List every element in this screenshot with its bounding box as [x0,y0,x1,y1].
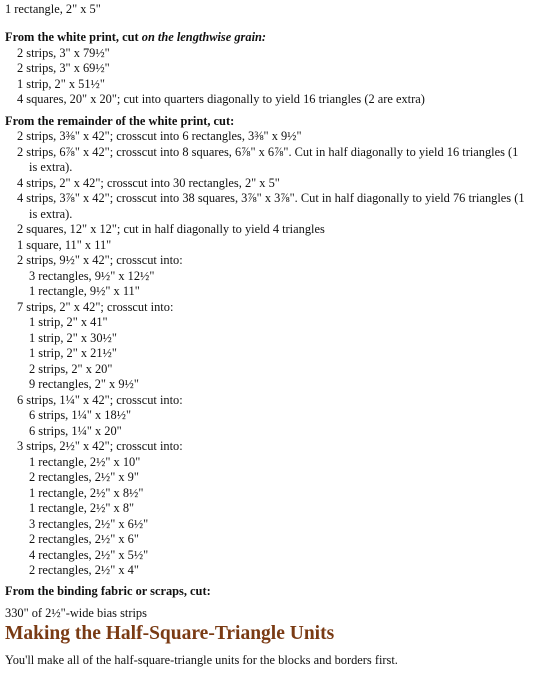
section-body: You'll make all of the half-square-triangle units for the blocks and borders first. [5,653,398,667]
sub-list-item: 3 rectangles, 9½" x 12½" [29,269,155,283]
white-heading-emphasis: on the lengthwise grain: [141,30,267,44]
list-item: 2 strips, 6⅞" x 42"; crosscut into 8 squares, 6⅞" x 6⅞". Cut in half diagonally to yield 16 triangles (1 [17,145,519,159]
binding-item: 330" of 2½"-wide bias strips [5,606,147,620]
rectangle-cut-line: 1 rectangle, 2" x 5" [5,2,101,16]
list-item: 4 squares, 20" x 20"; cut into quarters diagonally to yield 16 triangles (2 are extra) [17,92,425,106]
list-item: 3 strips, 2½" x 42"; crosscut into: [17,439,183,453]
list-item: 2 strips, 9½" x 42"; crosscut into: [17,253,183,267]
list-item: 4 strips, 2" x 42"; crosscut into 30 rectangles, 2" x 5" [17,176,280,190]
list-item-continuation: is extra). [29,207,73,221]
white-heading-text: From the white print, cut [5,30,142,44]
sub-list-item: 2 rectangles, 2½" x 6" [29,532,139,546]
sub-list-item: 3 rectangles, 2½" x 6½" [29,517,149,531]
sub-list-item: 1 rectangle, 2½" x 8½" [29,486,144,500]
list-item: 1 square, 11" x 11" [17,238,112,252]
sub-list-item: 1 strip, 2" x 41" [29,315,108,329]
sub-list-item: 1 rectangle, 2½" x 8" [29,501,135,515]
list-item: 4 strips, 3⅞" x 42"; crosscut into 38 squares, 3⅞" x 3⅞". Cut in half diagonally to yield 76 triangles (1 [17,191,525,205]
sub-list-item: 4 rectangles, 2½" x 5½" [29,548,149,562]
sub-list-item: 1 rectangle, 9½" x 11" [29,284,140,298]
list-item-continuation: is extra). [29,160,73,174]
sub-list-item: 2 rectangles, 2½" x 9" [29,470,139,484]
sub-list-item: 2 strips, 2" x 20" [29,362,113,376]
sub-list-item: 1 strip, 2" x 21½" [29,346,117,360]
sub-list-item: 6 strips, 1¼" x 18½" [29,408,132,422]
list-item: 2 strips, 3" x 79½" [17,46,110,60]
binding-heading: From the binding fabric or scraps, cut: [5,584,211,598]
sub-list-item: 1 strip, 2" x 30½" [29,331,117,345]
sub-list-item: 6 strips, 1¼" x 20" [29,424,122,438]
list-item: 2 squares, 12" x 12"; cut in half diagonally to yield 4 triangles [17,222,325,236]
list-item: 1 strip, 2" x 51½" [17,77,105,91]
list-item: 2 strips, 3⅜" x 42"; crosscut into 6 rectangles, 3⅜" x 9½" [17,129,302,143]
sub-list-item: 2 rectangles, 2½" x 4" [29,563,139,577]
list-item: 6 strips, 1¼" x 42"; crosscut into: [17,393,183,407]
white-print-remainder-heading: From the remainder of the white print, cut: [5,114,235,128]
white-print-lengthwise-heading [5,30,266,46]
list-item: 7 strips, 2" x 42"; crosscut into: [17,300,174,314]
list-item: 2 strips, 3" x 69½" [17,61,110,75]
sub-list-item: 1 rectangle, 2½" x 10" [29,455,141,469]
sub-list-item: 9 rectangles, 2" x 9½" [29,377,139,391]
section-title: Making the Half-Square-Triangle Units [5,623,335,644]
